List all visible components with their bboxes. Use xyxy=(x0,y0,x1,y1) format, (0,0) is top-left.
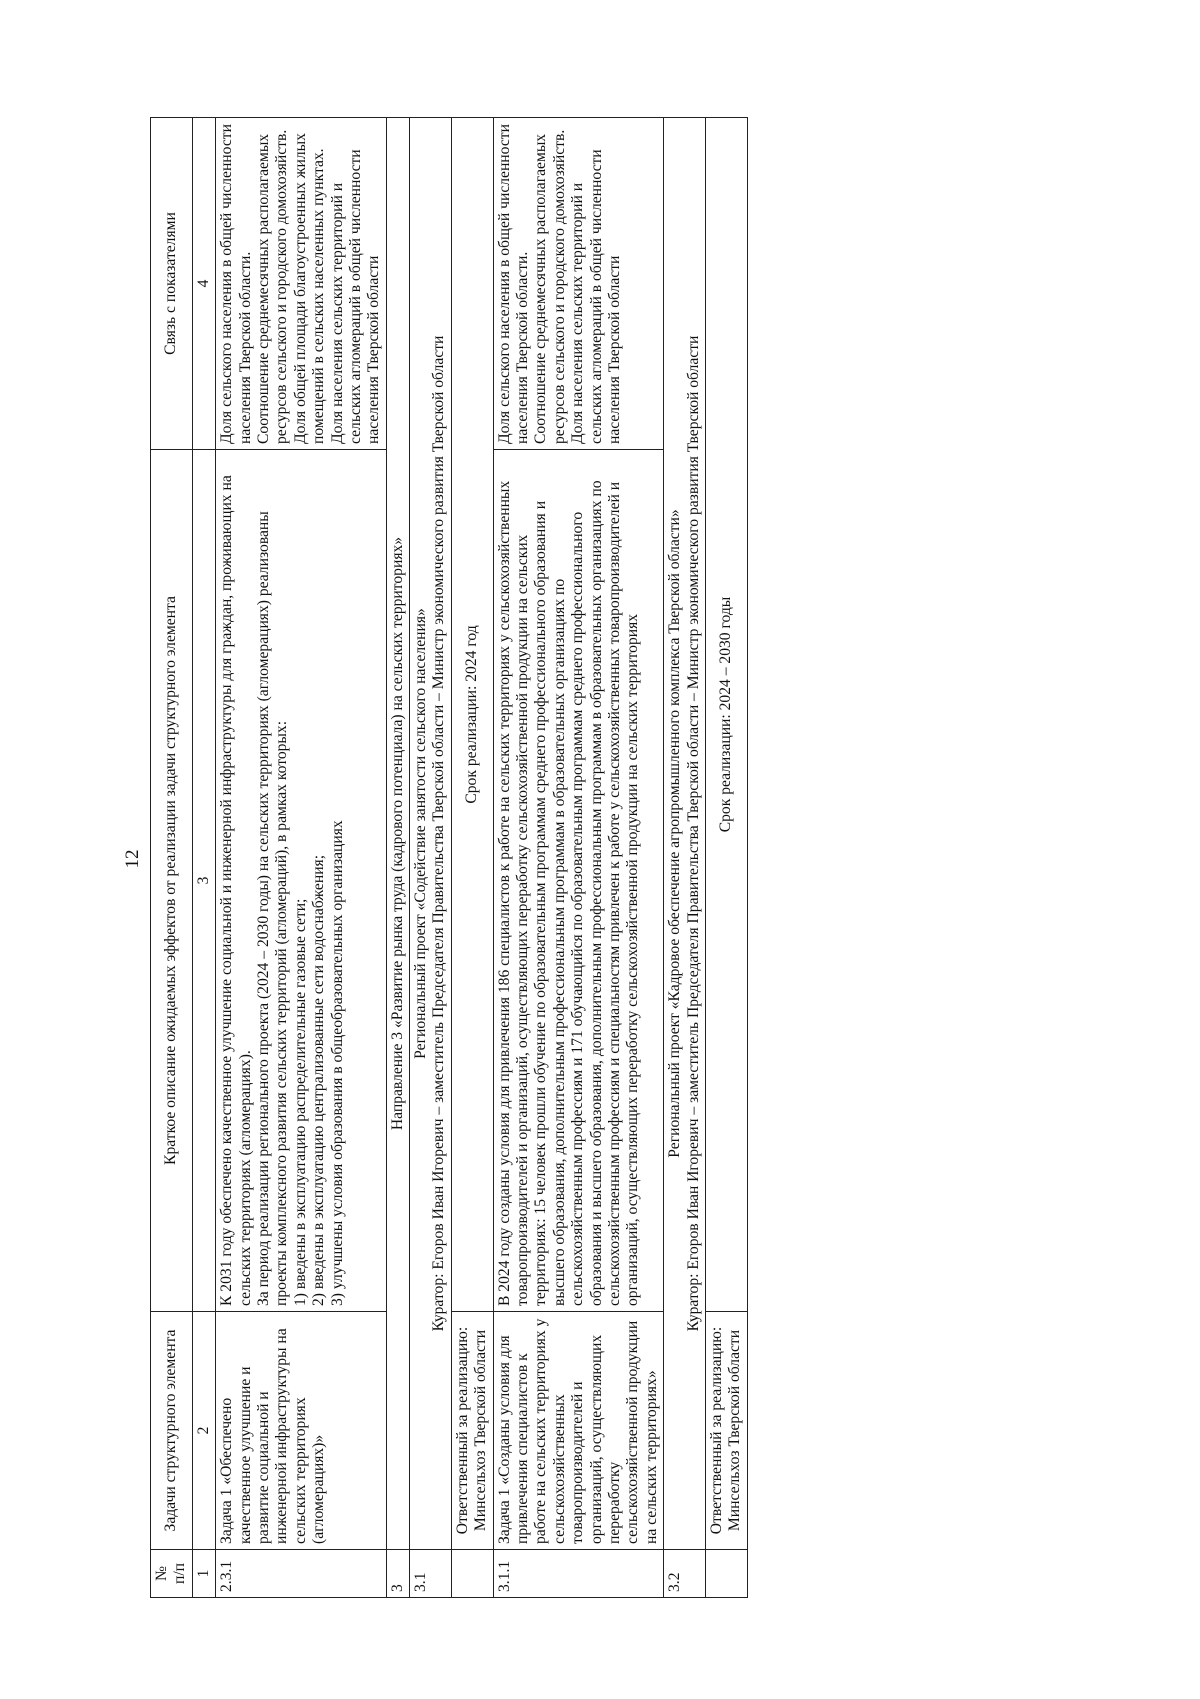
table-row-2-3-1 xyxy=(216,118,387,1598)
term-cell: Срок реализации: 2024 – 2030 годы xyxy=(705,118,747,1312)
table-row-3-1-responsible xyxy=(451,118,493,1598)
regional-project-heading xyxy=(664,118,706,1550)
row-number: 3 xyxy=(386,1550,409,1598)
indicator-link-cell: Доля сельского населения в общей численности населения Тверской области. Соотношение среднемесячных располагаемых ресурсов сельского и городского домохозяйств. Доля населения сельских территорий и сельских агломераций в общей численности населения Тверской области xyxy=(493,118,664,450)
page-number: 12 xyxy=(122,849,143,869)
column-number-2: 2 xyxy=(192,1312,215,1550)
empty-cell xyxy=(705,1550,747,1598)
column-number-1: 1 xyxy=(192,1550,215,1598)
project-curator: Куратор: Егоров Иван Игоревич – заместитель Председателя Правительства Тверской области – Министр экономического развития Тверской области xyxy=(430,335,448,1332)
row-number: 3.2 xyxy=(664,1550,706,1598)
header-col-number: № п/п xyxy=(151,1550,193,1598)
term-cell: Срок реализации: 2024 год xyxy=(451,118,493,1312)
column-number-3: 3 xyxy=(192,450,215,1312)
table-row-3-1-1 xyxy=(493,118,664,1598)
table-row-3 xyxy=(386,118,409,1598)
header-col-link: Связь с показателями xyxy=(151,118,193,450)
project-curator: Куратор: Егоров Иван Игоревич – заместитель Председателя Правительства Тверской области – Министр экономического развития Тверской области xyxy=(684,335,702,1332)
row-number: 2.3.1 xyxy=(216,1550,387,1598)
header-col-effect: Краткое описание ожидаемых эффектов от реализации задачи структурного элемента xyxy=(151,450,193,1312)
responsible-cell: Ответственный за реализацию: Минсельхоз Тверской области xyxy=(451,1312,493,1550)
table-row-3-2-responsible xyxy=(705,118,747,1598)
row-number: 3.1 xyxy=(410,1550,452,1598)
effect-cell: К 2031 году обеспечено качественное улучшение социальной и инженерной инфраструктуры для граждан, проживающих на сельских территориях (агломерациях). За период реализации регионального проекта (2024 – 2030 годы) на сельских территориях (агломерациях) реализованы проекты комплексного развития сельских территорий (агломераций), в рамках которых: 1) введены в эксплуатацию распределительные газовые сети; 2) введены в эксплуатацию централизованные сети водоснабжения; 3) улучшены условия образования в общеобразовательных организациях xyxy=(216,450,387,1312)
table-row-3-2 xyxy=(664,118,706,1598)
regional-project-heading xyxy=(410,118,452,1550)
indicator-link-cell: Доля сельского населения в общей численности населения Тверской области. Соотношение среднемесячных располагаемых ресурсов сельского и городского домохозяйств. Доля общей площади благоустроенных жилых помещений в сельских населенных пунктах. Доля населения сельских территорий и сельских агломераций в общей численности населения Тверской области xyxy=(216,118,387,450)
effect-cell: В 2024 году созданы условия для привлечения 186 специалистов к работе на сельских территориях у сельскохозяйственных товаропроизводителей и организаций, осуществляющих переработку сельскохозяйственной продукции на сельских территориях: 15 человек прошли обучение по образовательным программам среднего профессионального образования и высшего образования, дополнительным профессиональным программам в образовательных организациях по сельскохозяйственным профессиям и 171 обучающийся по образовательным программам среднего профессионального образования и высшего образования, дополнительным профессиональным программам в образовательных организациях по сельскохозяйственным профессиям и специальностям привлечен к работе у сельскохозяйственных товаропроизводителей и организаций, осуществляющих переработку сельскохозяйственной продукции на сельских территориях xyxy=(493,450,664,1312)
table-header-row xyxy=(151,118,193,1598)
project-title: Региональный проект «Содействие занятости сельского населения» xyxy=(412,608,430,1059)
task-cell: Задача 1 «Обеспечено качественное улучшение и развитие социальной и инженерной инфраструктуры на сельских территориях (агломерациях)» xyxy=(216,1312,387,1550)
structural-elements-table xyxy=(150,117,748,1598)
row-number: 3.1.1 xyxy=(493,1550,664,1598)
project-title: Региональный проект «Кадровое обеспечение агропромышленного комплекса Тверской области» xyxy=(666,509,684,1158)
header-col-task: Задачи структурного элемента xyxy=(151,1312,193,1550)
table-row-3-1 xyxy=(410,118,452,1598)
column-number-4: 4 xyxy=(192,118,215,450)
responsible-cell: Ответственный за реализацию: Минсельхоз Тверской области xyxy=(705,1312,747,1550)
empty-cell xyxy=(451,1550,493,1598)
task-cell: Задача 1 «Созданы условия для привлечения специалистов к работе на сельских территориях у сельскохозяйственных товаропроизводителей и организаций, осуществляющих переработку сельскохозяйственной продукции на сельских территориях» xyxy=(493,1312,664,1550)
column-number-row xyxy=(192,118,215,1598)
rotated-table-wrapper xyxy=(150,118,1200,1598)
direction-heading: Направление 3 «Развитие рынка труда (кадрового потенциала) на сельских территориях» xyxy=(386,118,409,1550)
